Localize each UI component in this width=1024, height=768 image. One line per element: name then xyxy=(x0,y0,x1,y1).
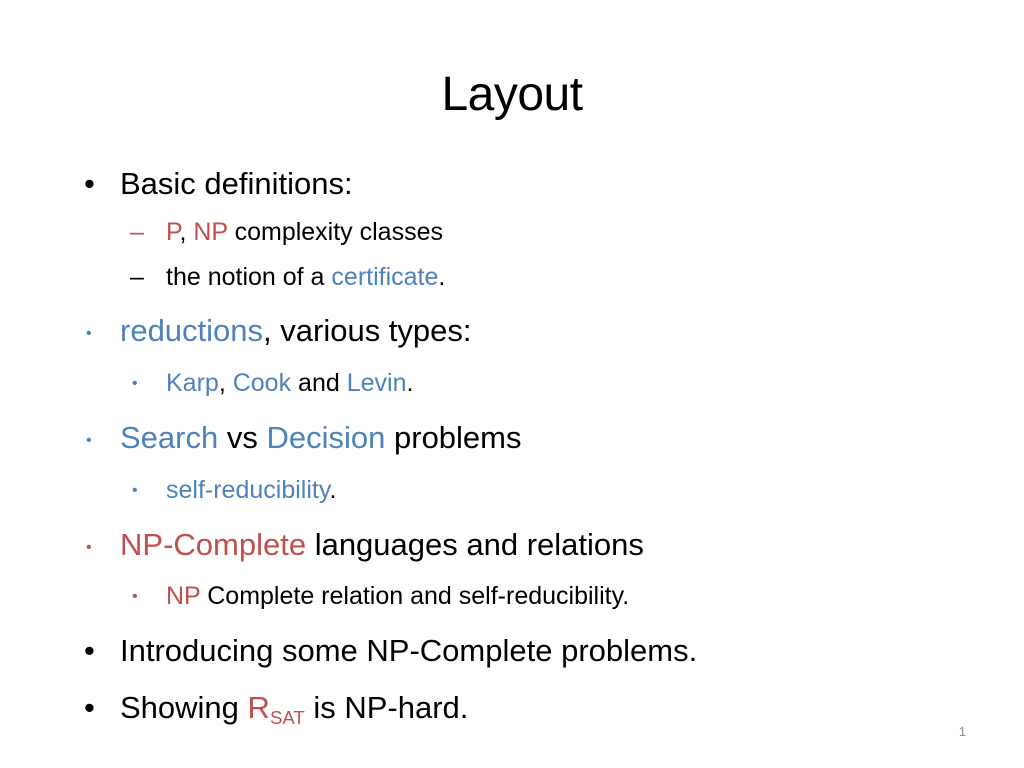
word-vs: vs xyxy=(226,420,258,455)
term-search: Search xyxy=(120,420,219,455)
bullet-icon: • xyxy=(86,325,92,342)
bullet-icon: • xyxy=(132,375,138,392)
term-karp: Karp xyxy=(166,369,219,397)
bullet-search-vs-decision xyxy=(84,418,522,461)
bullet-text: Showing xyxy=(120,690,239,725)
bullet-basic-definitions xyxy=(84,164,353,204)
term-self-reducibility: self-reducibility xyxy=(166,476,330,504)
bullet-icon: • xyxy=(84,633,95,668)
bullet-text: , various types: xyxy=(263,313,472,348)
term-levin: Levin xyxy=(346,369,407,397)
bullet-text: languages and relations xyxy=(314,527,644,562)
word-and: and xyxy=(298,369,340,397)
sub-bullet-karp-cook-levin xyxy=(130,367,413,400)
bullet-introducing-problems xyxy=(84,631,697,671)
dash-icon: – xyxy=(130,218,144,246)
term-certificate: certificate xyxy=(331,263,439,291)
bullet-icon: • xyxy=(86,539,92,556)
dash-icon: – xyxy=(130,263,144,291)
bullet-text: Basic definitions: xyxy=(120,166,353,201)
sub-bullet-text: Complete relation and self-reducibility. xyxy=(207,582,630,610)
term-decision: Decision xyxy=(266,420,386,455)
sub-bullet-text: complexity classes xyxy=(234,218,443,246)
term-np-complete: NP-Complete xyxy=(120,527,307,562)
period: . xyxy=(406,369,414,397)
term-reductions: reductions xyxy=(120,313,264,348)
bullet-icon: • xyxy=(84,166,95,201)
bullet-text-end: is NP-hard. xyxy=(313,690,469,725)
term-np: NP xyxy=(193,218,228,246)
slide-title: Layout xyxy=(441,68,583,121)
term-cook: Cook xyxy=(232,369,292,397)
bullet-icon: • xyxy=(132,482,138,499)
comma: , xyxy=(218,369,226,397)
comma: , xyxy=(179,218,187,246)
bullet-np-complete xyxy=(84,525,644,568)
bullet-icon: • xyxy=(132,588,138,605)
term-rsat xyxy=(247,690,305,728)
subscript-sat: SAT xyxy=(269,707,305,728)
sub-bullet-text: the notion of a xyxy=(166,263,325,291)
bullet-icon: • xyxy=(84,690,95,725)
term-np: NP xyxy=(166,582,201,610)
sub-bullet-certificate xyxy=(130,261,445,293)
sub-bullet-p-np-classes xyxy=(130,216,443,248)
period: . xyxy=(329,476,337,504)
page-number: 1 xyxy=(958,724,966,739)
bullet-text: problems xyxy=(394,420,522,455)
sub-bullet-np-complete-relation xyxy=(130,580,629,613)
bullet-reductions xyxy=(84,311,472,354)
bullet-icon: • xyxy=(86,432,92,449)
sub-bullet-self-reducibility xyxy=(130,474,336,507)
term-r: R xyxy=(247,690,270,725)
bullet-showing-rsat xyxy=(84,688,468,728)
bullet-text: Introducing some NP-Complete problems. xyxy=(120,633,698,668)
period: . xyxy=(438,263,446,291)
term-p: P xyxy=(166,218,180,246)
